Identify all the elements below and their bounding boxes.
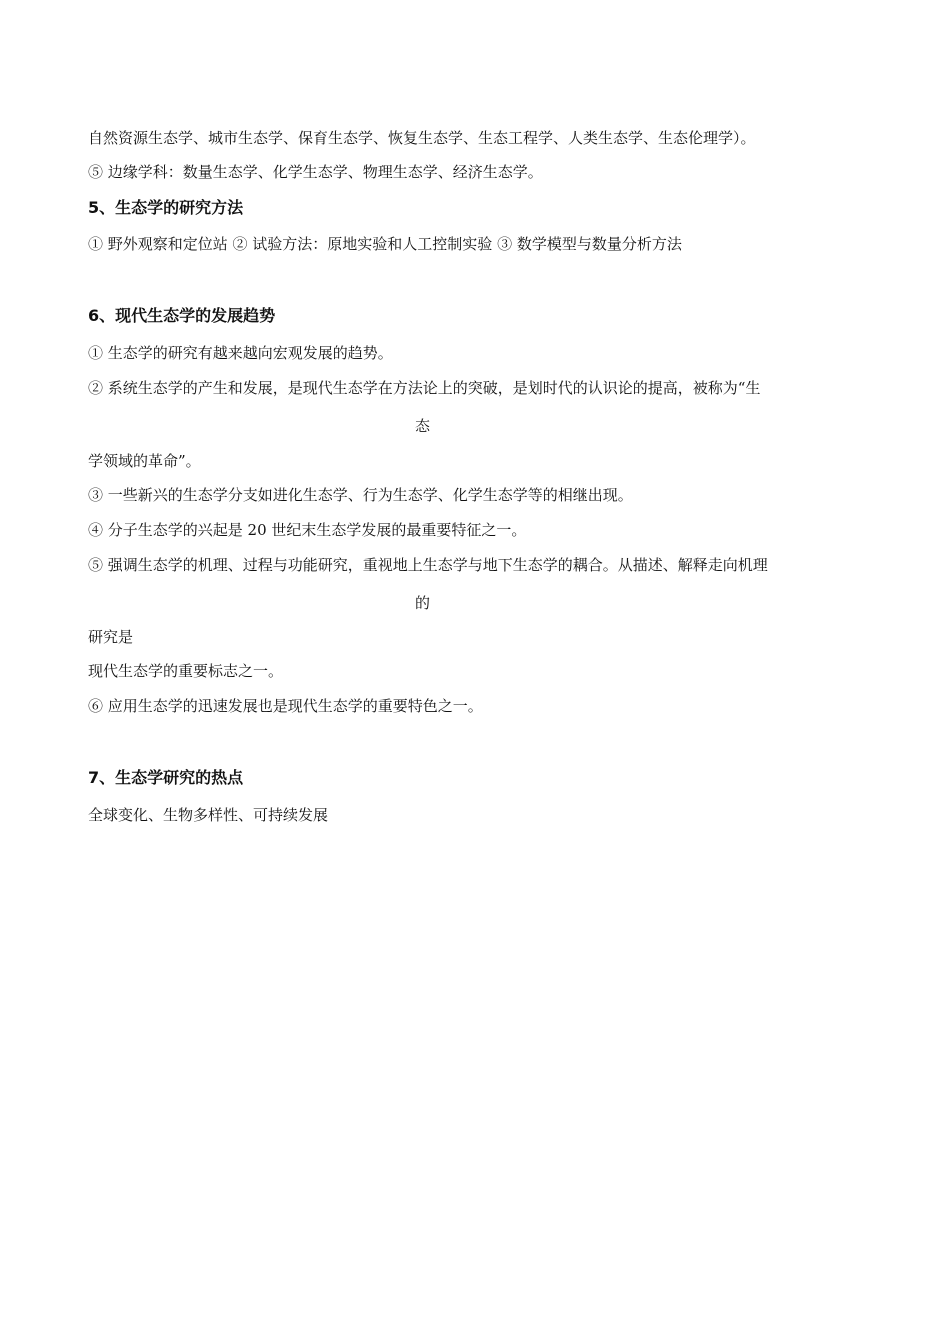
text-line: ④ 分子生态学的兴起是 20 世纪末生态学发展的最重要特征之一。 [88,521,527,539]
text-line: ⑥ 应用生态学的迅速发展也是现代生态学的重要特色之一。 [88,697,483,715]
text-line: 态 [414,417,430,435]
text-line: ① 生态学的研究有越来越向宏观发展的趋势。 [88,344,393,362]
text-line: ③ 一些新兴的生态学分支如进化生态学、行为生态学、化学生态学等的相继出现。 [88,486,633,504]
text-line: ⑤ 边缘学科：数量生态学、化学生态学、物理生态学、经济生态学。 [88,163,543,181]
text-line: ⑤ 强调生态学的机理、过程与功能研究，重视地上生态学与地下生态学的耦合。从描述、解释走向机理 [88,556,768,574]
text-line: ② 系统生态学的产生和发展，是现代生态学在方法论上的突破，是划时代的认识论的提高，被称为“生 [88,379,761,397]
text-line: 全球变化、生物多样性、可持续发展 [88,806,329,824]
text-line: ① 野外观察和定位站 ② 试验方法：原地实验和人工控制实验 ③ 数学模型与数量分析方法 [88,235,682,253]
section-heading: 7、生态学研究的热点 [88,768,244,787]
text-line: 研究是 [88,628,134,646]
text-line: 学领域的革命”。 [88,452,201,470]
text-line: 的 [414,594,430,612]
text-line: 现代生态学的重要标志之一。 [88,662,284,680]
section-heading: 5、生态学的研究方法 [88,198,244,217]
section-heading: 6、现代生态学的发展趋势 [88,306,276,325]
text-line: 自然资源生态学、城市生态学、保育生态学、恢复生态学、生态工程学、人类生态学、生态伦理学）。 [88,129,756,147]
